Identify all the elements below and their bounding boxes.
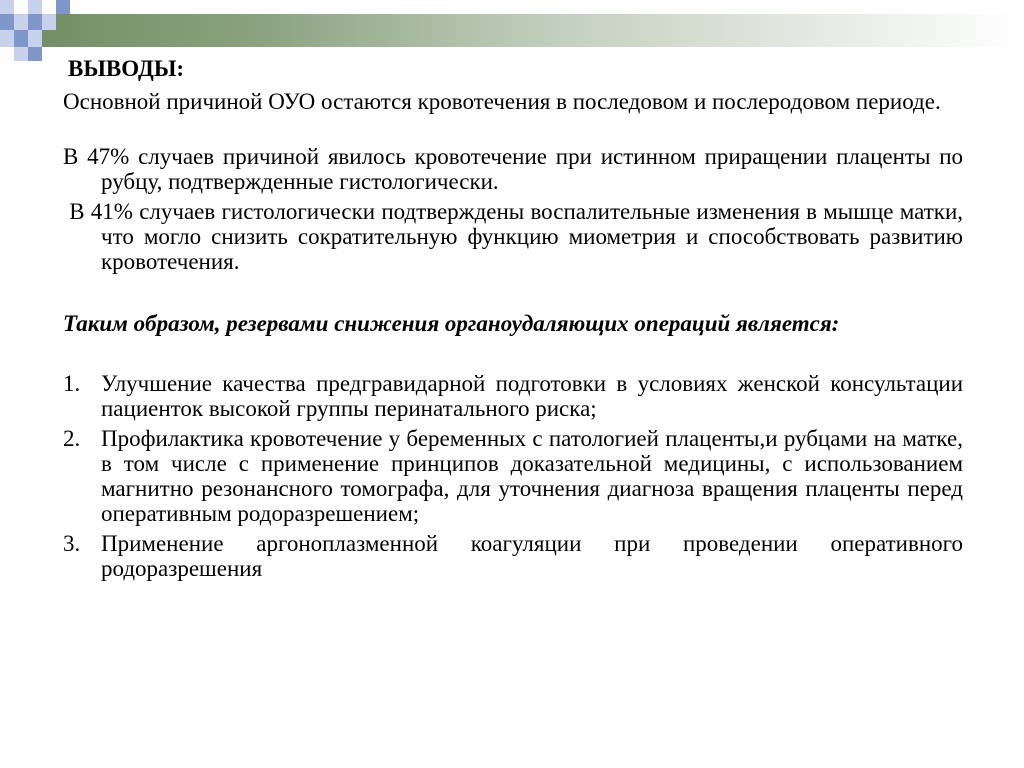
list-item-number: 1. [63,371,81,396]
conclusion-paragraph: В 47% случаев причиной явилось кровотечение при истинном приращении плаценты по рубцу, подтвержденные гистологически. [63,144,963,194]
list-item-text: Профилактика кровотечение у беременных с патологией плаценты,и рубцами на матке, в том числе с применение принципов доказательной медицины, с использованием магнитно резонансного томографа, для уточнения диагноза вращения плаценты перед оперативным родоразрешением; [101,426,963,526]
slide-heading: ВЫВОДЫ: [68,56,185,81]
list-item-text: Применение аргоноплазменной коагуляции при проведении оперативного родоразрешения [101,531,963,581]
list-item-number: 3. [63,531,81,556]
list-item-number: 2. [63,426,81,451]
list-item-text: Улучшение качества предгравидарной подготовки в условиях женской консультации пациенток высокой группы перинатального риска; [101,371,963,421]
summary-statement: Таким образом, резервами снижения органоудаляющих операций является: [63,311,840,336]
list-item [63,531,963,581]
conclusion-paragraph: В 41% случаев гистологически подтверждены воспалительные изменения в мышце матки, что могло снизить сократительную функцию миометрия и способствовать развитию кровотечения. [63,199,969,274]
conclusion-paragraph: Основной причиной ОУО остаются кровотечения в последовом и послеродовом периоде. [63,89,941,114]
list-item [63,371,963,421]
list-item [63,426,963,526]
